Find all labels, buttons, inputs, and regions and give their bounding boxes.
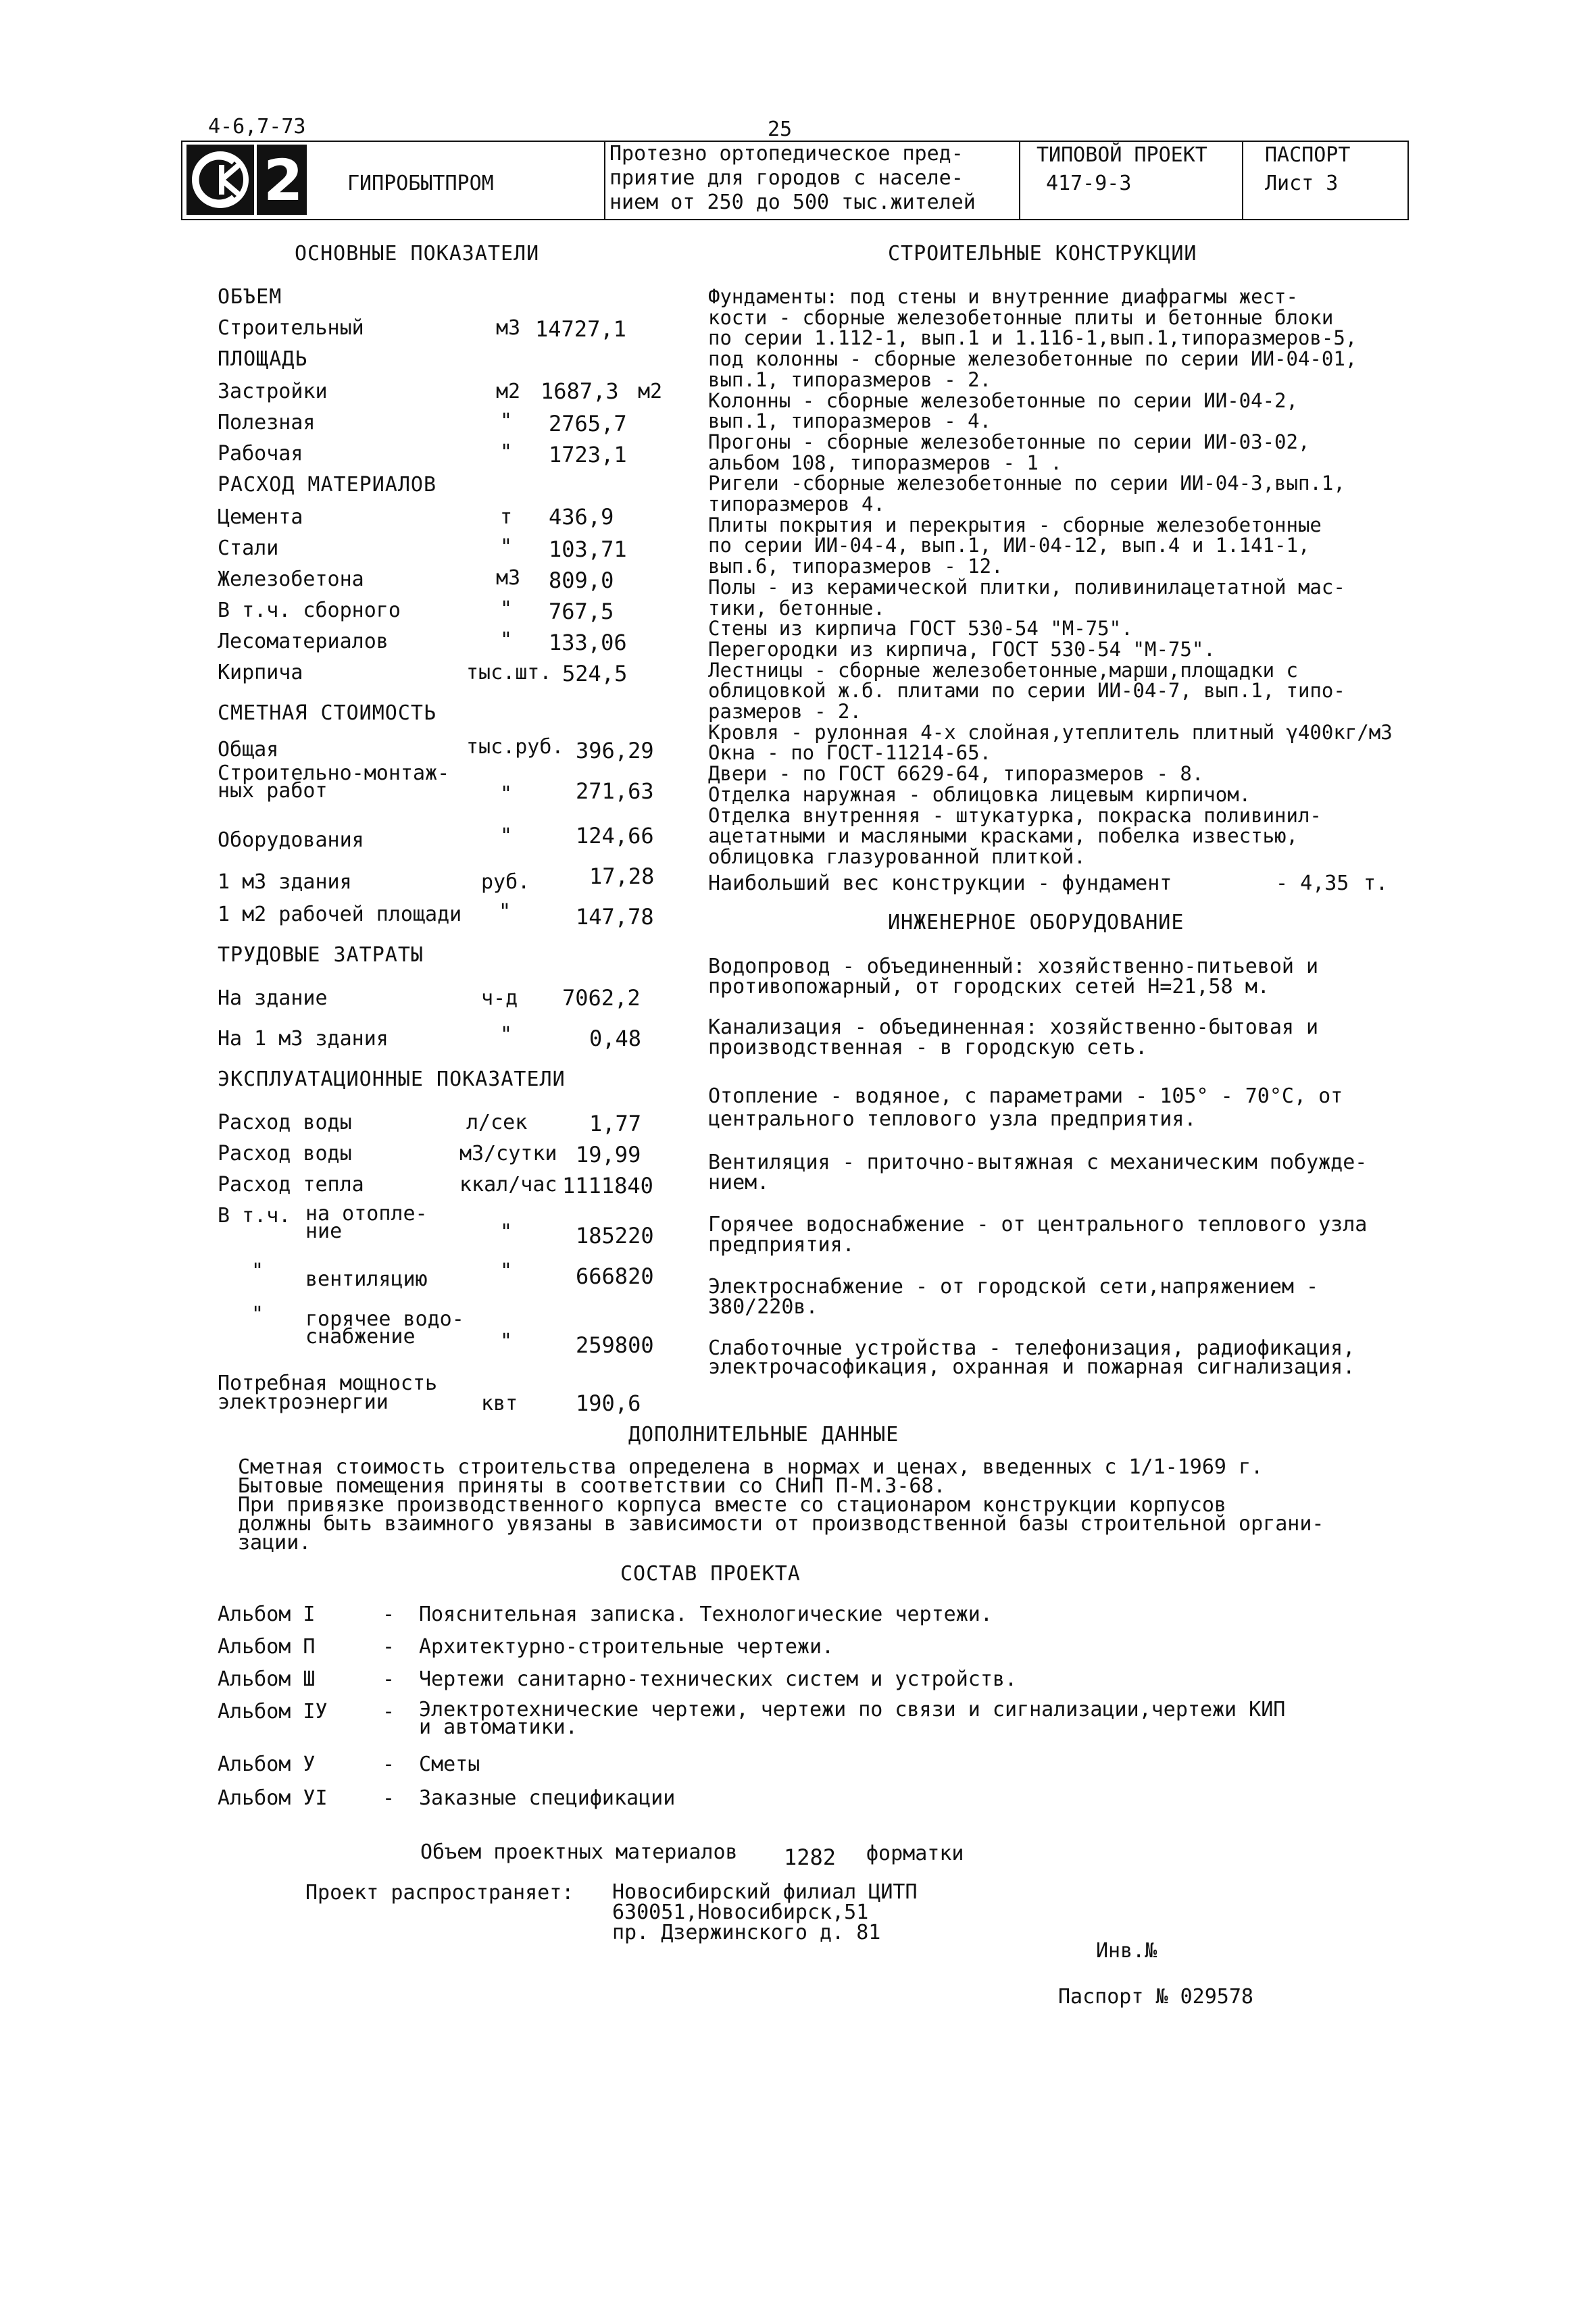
row-gvs-label: горячее водо- снабжение xyxy=(305,1307,464,1349)
row-zast-unit: м2 xyxy=(496,380,521,403)
row-vent-unit: " xyxy=(500,1259,513,1283)
row-heat-value: 1111840 xyxy=(562,1173,653,1199)
eng-hotwater: Горячее водоснабжение - от центрального теплового узла предприятия. xyxy=(708,1213,1368,1257)
row-zdm3-unit: " xyxy=(500,1023,513,1047)
cost-heading: СМЕТНАЯ СТОИМОСТЬ xyxy=(218,701,437,725)
row-otop-label: на отопле- ние xyxy=(305,1202,428,1243)
row-zd-label: На здание xyxy=(218,986,328,1010)
row-pol-unit: " xyxy=(500,409,513,433)
album-2-desc: Архитектурно-строительные чертежи. xyxy=(419,1635,834,1659)
row-obor-unit: " xyxy=(500,824,513,848)
max-weight-label: Наибольший вес конструкции - фундамент xyxy=(708,872,1172,895)
project-label: ТИПОВОЙ ПРОЕКТ xyxy=(1037,143,1207,167)
row-rab-label: Рабочая xyxy=(218,442,303,466)
album-1-desc: Пояснительная записка. Технологические чертежи. xyxy=(419,1603,993,1626)
max-weight-unit: т. xyxy=(1364,872,1389,895)
album-3-dash: - xyxy=(382,1667,395,1691)
row-w2-unit: м3/сутки xyxy=(459,1142,557,1165)
row-obsh-label: Общая xyxy=(218,738,279,761)
row-zast-unit2: м2 xyxy=(638,380,663,403)
row-rab-unit: " xyxy=(500,441,513,464)
row-vent-value: 666820 xyxy=(576,1263,654,1289)
left-title: ОСНОВНЫЕ ПОКАЗАТЕЛИ xyxy=(295,242,540,266)
row-zdm3-value: 0,48 xyxy=(589,1026,642,1051)
row-les-unit: " xyxy=(500,628,513,652)
header-title-line-1: Протезно ортопедическое пред- xyxy=(609,142,964,166)
extra-text: Сметная стоимость строительства определена в нормах и ценах, введенных с 1/1-1969 г. Бытовые помещения приняты в соответствии со СНиП П-М.3-68. При привязке производственного корпуса вместе со стационаром конструкции корпусов должны быть взаимного увязаны в зависимости от производственной базы строительной органи- зации. xyxy=(238,1455,1324,1555)
album-4-name: Альбом IУ xyxy=(218,1700,328,1724)
logo-digit: 2 xyxy=(264,147,303,213)
row-stal-label: Стали xyxy=(218,536,279,560)
row-pow-label: Потребная мощность электроэнергии xyxy=(218,1372,438,1414)
row-otop-value: 185220 xyxy=(576,1223,654,1249)
album-1-dash: - xyxy=(382,1603,395,1626)
row-cem-unit: т xyxy=(500,505,513,529)
album-1-name: Альбом I xyxy=(218,1603,316,1626)
row-zd-unit: ч-д xyxy=(481,986,518,1010)
row-w1-unit: л/сек xyxy=(466,1111,528,1134)
row-cem-value: 436,9 xyxy=(549,504,614,530)
row-zast-value: 1687,3 xyxy=(541,378,619,404)
row-obsh-value: 396,29 xyxy=(576,738,654,763)
row-zhb-value: 809,0 xyxy=(549,568,614,593)
row-m3-value: 17,28 xyxy=(589,863,655,889)
engineering-title: ИНЖЕНЕРНОЕ ОБОРУДОВАНИЕ xyxy=(888,911,1184,934)
row-obor-label: Оборудования xyxy=(218,828,364,852)
album-3-desc: Чертежи санитарно-технических систем и устройств. xyxy=(419,1667,1018,1691)
row-build-label: Строительный xyxy=(218,316,364,340)
row-sb-value: 767,5 xyxy=(549,599,614,624)
row-m3-label: 1 м3 здания xyxy=(218,870,352,894)
eng-heating: Отопление - водяное, с параметрами - 105° - 70°С, от центрального теплового узла предприятия. xyxy=(708,1084,1343,1131)
row-pol-label: Полезная xyxy=(218,411,316,434)
row-rab-value: 1723,1 xyxy=(549,442,627,468)
row-zd-value: 7062,2 xyxy=(562,985,641,1011)
volume-heading: ОБЪЕМ xyxy=(218,285,282,309)
row-m3-unit: руб. xyxy=(481,870,530,894)
album-4-dash: - xyxy=(382,1700,395,1724)
area-heading: ПЛОЩАДЬ xyxy=(218,347,308,371)
row-gvs-value: 259800 xyxy=(576,1332,654,1358)
eng-vent: Вентиляция - приточно-вытяжная с механическим побужде- нием. xyxy=(708,1151,1368,1194)
row-zast-label: Застройки xyxy=(218,380,328,403)
labor-heading: ТРУДОВЫЕ ЗАТРАТЫ xyxy=(218,943,424,967)
row-sb-unit: " xyxy=(500,597,513,621)
album-4-desc: Электротехнические чертежи, чертежи по связи и сигнализации,чертежи КИП и автоматики. xyxy=(419,1698,1286,1739)
row-obor-value: 124,66 xyxy=(576,823,654,849)
composition-title: СОСТАВ ПРОЕКТА xyxy=(620,1562,801,1586)
row-obsh-unit: тыс.руб. xyxy=(466,735,564,759)
row-smr-value: 271,63 xyxy=(576,778,654,804)
row-stal-value: 103,71 xyxy=(549,536,627,562)
distributor-address: Новосибирский филиал ЦИТП 630051,Новосибирск,51 пр. Дзержинского д. 81 xyxy=(612,1880,918,1944)
row-pow-value: 190,6 xyxy=(576,1390,641,1416)
row-kirp-unit: тыс.шт. xyxy=(466,661,552,684)
row-les-value: 133,06 xyxy=(549,630,627,655)
row-w2-value: 19,99 xyxy=(576,1142,641,1167)
album-5-name: Альбом У xyxy=(218,1753,316,1776)
constructions-title: СТРОИТЕЛЬНЫЕ КОНСТРУКЦИИ xyxy=(888,242,1197,266)
org-name: ГИПРОБЫТПРОМ xyxy=(347,172,494,195)
row-otop-prefix: В т.ч. xyxy=(218,1204,291,1228)
eng-lowcur: Слаботочные устройства - телефонизация, радиофикация, электрочасофикация, охранная и пожарная сигнализация. xyxy=(708,1336,1355,1379)
inventory-label: Инв.№ xyxy=(1096,1939,1157,1963)
row-m2-label: 1 м2 рабочей площади xyxy=(218,903,462,926)
row-zhb-unit: м3 xyxy=(496,566,521,590)
max-weight-value: - 4,35 xyxy=(1276,872,1349,895)
row-vent-label: вентиляцию xyxy=(305,1267,428,1291)
album-2-name: Альбом П xyxy=(218,1635,316,1659)
row-zdm3-label: На 1 м3 здания xyxy=(218,1027,389,1051)
row-smr-label: Строительно-монтаж- ных работ xyxy=(218,761,450,803)
row-stal-unit: " xyxy=(500,535,513,559)
row-kirp-label: Кирпича xyxy=(218,661,303,684)
volume-unit: форматки xyxy=(866,1842,964,1865)
row-m2-unit: " xyxy=(499,900,512,924)
row-w1-label: Расход воды xyxy=(218,1111,352,1134)
album-5-desc: Сметы xyxy=(419,1753,480,1776)
row-heat-unit: ккал/час xyxy=(459,1173,557,1197)
row-w2-label: Расход воды xyxy=(218,1142,352,1165)
row-build-unit: м3 xyxy=(496,316,521,340)
row-build-value: 14727,1 xyxy=(535,316,626,342)
row-kirp-value: 524,5 xyxy=(562,661,628,686)
row-cem-label: Цемента xyxy=(218,505,303,529)
eng-water: Водопровод - объединенный: хозяйственно-питьевой и противопожарный, от городских сетей Н=21,58 м. xyxy=(708,955,1319,999)
passport-label: ПАСПОРТ xyxy=(1265,143,1351,167)
passport-number: Паспорт № 029578 xyxy=(1058,1985,1253,2009)
header-title-line-2: приятие для городов с населе- xyxy=(609,166,964,190)
row-gvs-unit: " xyxy=(500,1330,513,1353)
project-number: 417-9-3 xyxy=(1046,172,1132,195)
volume-value: 1282 xyxy=(784,1844,837,1870)
extra-title: ДОПОЛНИТЕЛЬНЫЕ ДАННЫЕ xyxy=(628,1423,899,1447)
row-smr-unit: " xyxy=(500,782,513,806)
eng-sewer: Канализация - объединенная: хозяйственно-бытовая и производственная - в городскую сеть. xyxy=(708,1015,1319,1059)
row-zhb-label: Железобетона xyxy=(218,568,364,591)
exploitation-heading: ЭКСПЛУАТАЦИОННЫЕ ПОКАЗАТЕЛИ xyxy=(218,1067,566,1091)
eng-power: Электроснабжение - от городской сети,напряжением - 380/220в. xyxy=(708,1275,1319,1319)
volume-label: Объем проектных материалов xyxy=(420,1840,738,1864)
album-6-desc: Заказные спецификации xyxy=(419,1786,676,1810)
row-gvs-prefix: " xyxy=(251,1303,264,1326)
row-otop-unit: " xyxy=(500,1220,513,1244)
row-m2-value: 147,78 xyxy=(576,904,654,930)
distributor-label: Проект распространяет: xyxy=(305,1881,574,1905)
row-pow-unit: квт xyxy=(481,1392,518,1415)
header-title-line-3: нием от 250 до 500 тыс.жителей xyxy=(609,191,976,214)
album-2-dash: - xyxy=(382,1635,395,1659)
constructions-text: Фундаменты: под стены и внутренние диафрагмы жест- кости - сборные железобетонные плиты и бетонные блоки по серии 1.112-1, вып.1 и 1.116-1,вып.1,типоразмеров-5, под колонны - сборные железобетонные по серии ИИ-04-01, вып.1, типоразмеров - 2. Колонны - сборные железобетонные по серии ИИ-04-2, вып.1, типоразмеров - 4. Прогоны - сборные железобетонные по серии ИИ-03-02, альбом 108, типоразмеров - 1 . Ригели -сборные железобетонные по серии ИИ-04-3,вып.1, типоразмеров 4. Плиты покрытия и перекрытия - сборные железобетонные по серии ИИ-04-4, вып.1, ИИ-04-12, вып.4 и 1.141-1, вып.6, типоразмеров - 12. Полы - из керамической плитки, поливинилацетатной мас- тики, бетонные. Стены из кирпича ГОСТ 530-54 "М-75". Перегородки из кирпича, ГОСТ 530-54 "М-75". Лестницы - сборные железобетонные,марши,площадки с облицовкой ж.б. плитами по серии ИИ-04-7, вып.1, типо- размеров - 2. Кровля - рулонная 4-х слойная,утеплитель плитный γ400кг/м3 Окна - по ГОСТ-11214-65. Двери - по ГОСТ 6629-64, типоразмеров - 8. Отделка наружная - облицовка лицевым кирпичом. Отделка внутренняя - штукатурка, покраска поливинил- ацетатными и масляными красками, побелка известью, облицовка глазурованной плиткой. xyxy=(708,285,1393,868)
album-6-name: Альбом УI xyxy=(218,1786,328,1810)
album-5-dash: - xyxy=(382,1753,395,1776)
album-6-dash: - xyxy=(382,1786,395,1810)
row-vent-prefix: " xyxy=(251,1259,264,1283)
row-les-label: Лесоматериалов xyxy=(218,630,389,653)
album-3-name: Альбом Ш xyxy=(218,1667,316,1691)
row-heat-label: Расход тепла xyxy=(218,1173,364,1197)
row-pol-value: 2765,7 xyxy=(549,411,627,436)
materials-heading: РАСХОД МАТЕРИАЛОВ xyxy=(218,473,437,497)
row-w1-value: 1,77 xyxy=(589,1111,642,1136)
page-number: 25 xyxy=(768,118,793,141)
doc-code: 4-6,7-73 xyxy=(208,115,306,139)
row-sb-label: В т.ч. сборного xyxy=(218,599,401,622)
sheet-number: Лист 3 xyxy=(1265,172,1339,195)
